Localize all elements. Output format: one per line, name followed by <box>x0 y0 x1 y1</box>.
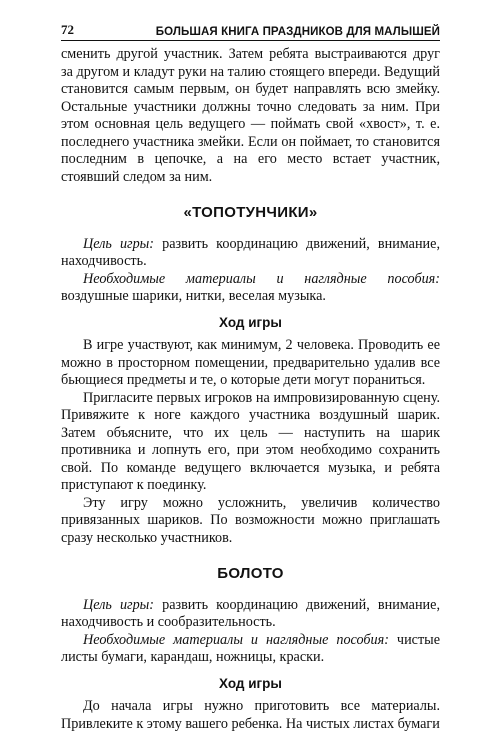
materials-paragraph <box>61 632 440 667</box>
section-title-topotunchiki: «ТОПОТУНЧИКИ» <box>183 204 318 221</box>
section-title-boloto: БОЛОТО <box>217 565 284 582</box>
page-number: 72 <box>61 22 74 37</box>
goal-text: развить координацию движений, внимание, находчивость. <box>61 235 440 269</box>
body-paragraph: Эту игру можно усложнить, увеличив количество привязанных шариков. По возможности можно приглашать сразу несколько участников. <box>61 494 440 546</box>
goal-paragraph <box>61 236 440 271</box>
progress-title: Ход игры <box>219 675 282 691</box>
materials-label: Необходимые материалы и наглядные пособия: <box>83 270 440 287</box>
goal-label: Цель игры: <box>83 596 154 613</box>
intro-paragraph: сменить другой участник. Затем ребята выстраиваются друг за другом и кладут руки на талию стоящего впереди. Ведущий становится самым первым, он будет направлять всю змейку. Остальные участники должны точно следовать за ним. При этом основная цель ведущего — поймать свой «хвост», т. е. последнего участника змейки. Если он поймает, то становится последним в цепочке, а на его место встает участник, стоявший следом за ним. <box>61 46 440 185</box>
goal-paragraph <box>61 597 440 632</box>
page-header <box>61 20 440 41</box>
progress-title: Ход игры <box>219 314 282 330</box>
body-paragraph: До начала игры нужно приготовить все материалы. Привлеките к этому вашего ребенка. На чистых листах бумаги <box>61 698 440 732</box>
materials-paragraph <box>61 271 440 306</box>
body-paragraph: Пригласите первых игроков на импровизированную сцену. Привяжите к ноге каждого участника воздушный шарик. Затем объясните, что их цель — наступить на шарик противника и лопнуть его, при этом необходимо сохранить свой. По команде ведущего включается музыка, и ребята приступают к поединку. <box>61 389 440 493</box>
materials-label: Необходимые материалы и наглядные пособия: <box>83 631 389 648</box>
goal-label: Цель игры: <box>83 235 154 252</box>
page-body <box>61 46 440 733</box>
goal-text: развить координацию движений, внимание, находчивость и сообразительность. <box>61 596 440 630</box>
running-head: БОЛЬШАЯ КНИГА ПРАЗДНИКОВ ДЛЯ МАЛЫШЕЙ <box>155 26 440 38</box>
materials-text: чистые листы бумаги, карандаш, ножницы, краски. <box>61 631 440 665</box>
body-paragraph: В игре участвуют, как минимум, 2 человека. Проводить ее можно в просторном помещении, предварительно удалив все бьющиеся предметы и те, о которые дети могут пораниться. <box>61 337 440 388</box>
materials-text: воздушные шарики, нитки, веселая музыка. <box>61 288 326 304</box>
